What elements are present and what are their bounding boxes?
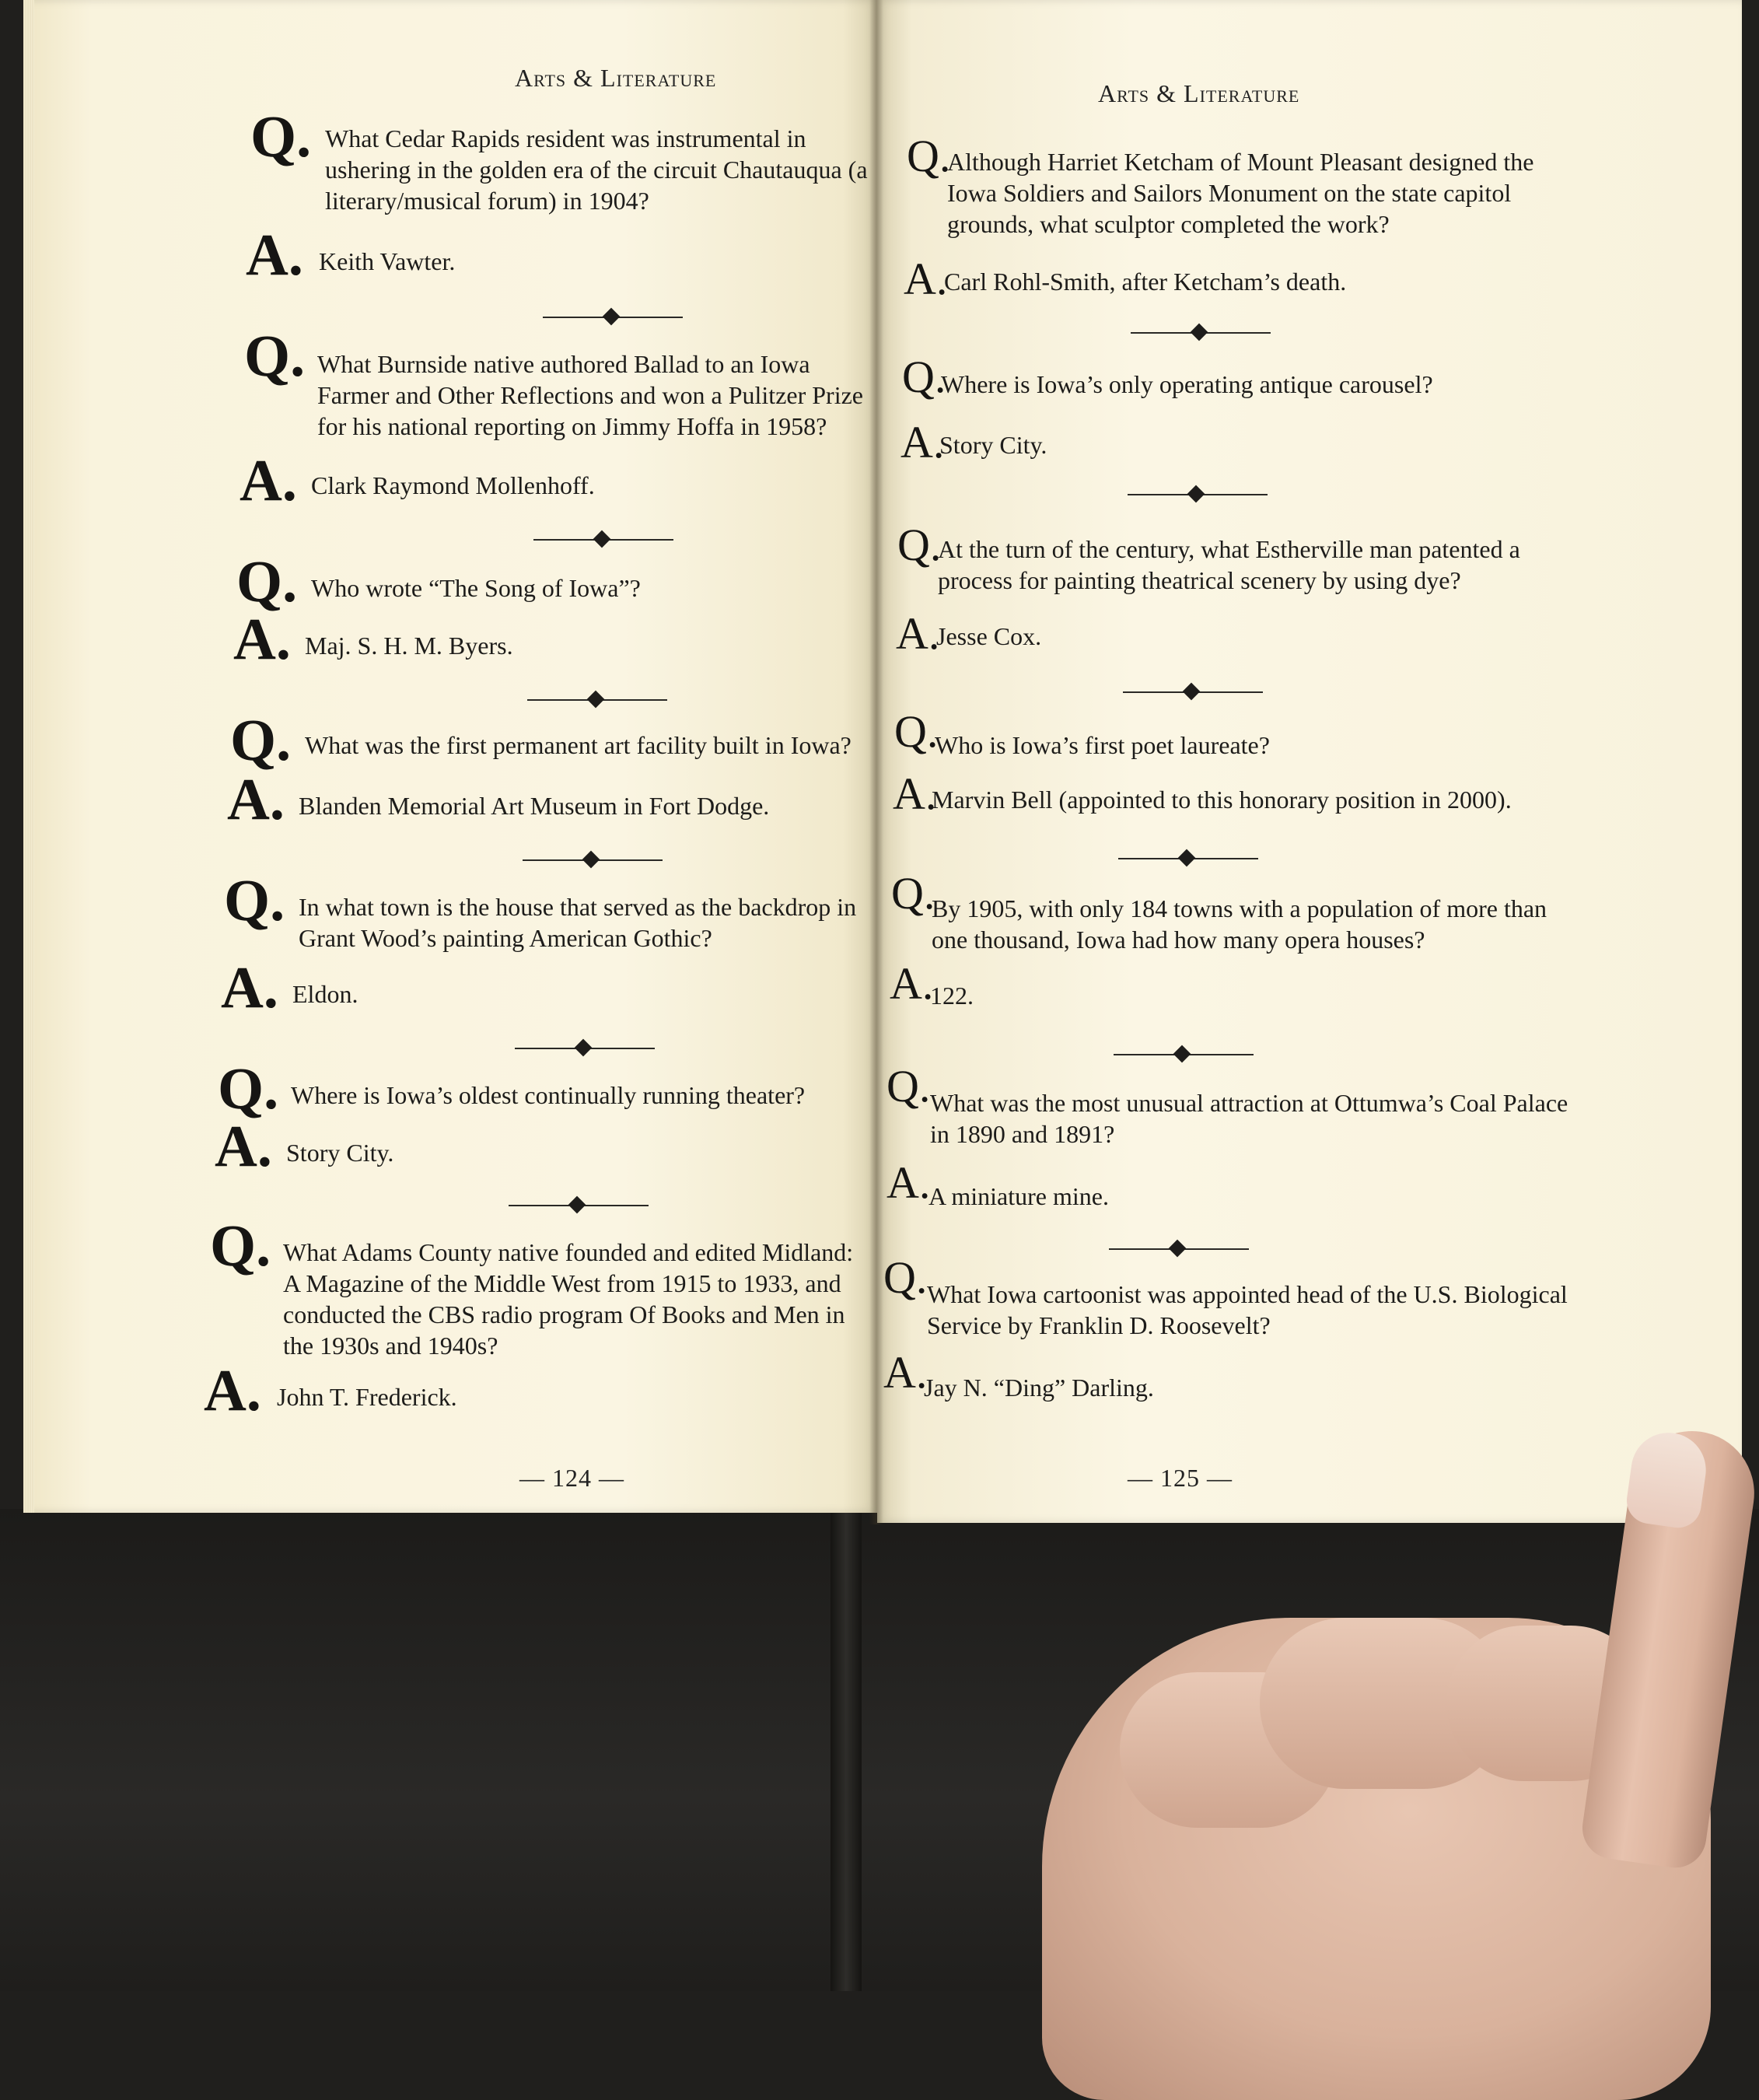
section-divider xyxy=(1131,325,1271,341)
answer-marker: A. xyxy=(204,1358,261,1423)
question-text: At the turn of the century, what Estherville man patented a process for painting theatrical scenery by using dye? xyxy=(938,535,1520,594)
question-marker: Q. xyxy=(230,708,292,773)
question-marker: Q. xyxy=(244,324,306,389)
running-head-right: Arts & Literature xyxy=(1098,79,1300,107)
answer-text: Clark Raymond Mollenhoff. xyxy=(311,471,595,499)
question-text: Where is Iowa’s only operating antique carousel? xyxy=(941,370,1433,398)
question-text: Where is Iowa’s oldest continually running theater? xyxy=(291,1081,806,1109)
page-number-left: — 124 — xyxy=(519,1464,624,1492)
section-divider xyxy=(1114,1047,1254,1062)
question-text: What Burnside native authored Ballad to an Iowa Farmer and Other Reflections and won a Pulitzer Prize for his national reporting on Jimmy Hoffa in 1958? xyxy=(317,350,863,440)
answer-text: Keith Vawter. xyxy=(319,247,456,275)
section-divider xyxy=(515,1041,655,1056)
question-marker: Q. xyxy=(891,868,935,919)
question-text: Who is Iowa’s first poet laureate? xyxy=(935,731,1270,759)
answer-marker: A. xyxy=(246,222,303,288)
answer-marker: A. xyxy=(886,1157,931,1208)
question-marker: Q. xyxy=(224,868,285,933)
answer-text: 122. xyxy=(930,982,974,1010)
answer-marker: A. xyxy=(215,1114,272,1179)
section-divider xyxy=(1118,851,1258,866)
question-text: In what town is the house that served as the backdrop in Grant Wood’s painting American Gothic? xyxy=(299,893,857,952)
question-marker: Q. xyxy=(894,706,939,757)
question-text: By 1905, with only 184 towns with a population of more than one thousand, Iowa had how many opera houses? xyxy=(932,894,1547,954)
question-marker: Q. xyxy=(236,549,298,614)
question-text: What was the most unusual attraction at Ottumwa’s Coal Palace in 1890 and 1891? xyxy=(930,1089,1568,1148)
answer-text: Story City. xyxy=(286,1139,394,1167)
question-marker: Q. xyxy=(907,131,951,181)
question-marker: Q. xyxy=(218,1056,279,1122)
question-marker: Q. xyxy=(897,520,942,570)
answer-marker: A. xyxy=(896,608,940,659)
section-divider xyxy=(533,532,673,548)
question-text: Who wrote “The Song of Iowa”? xyxy=(311,574,641,602)
answer-text: Jesse Cox. xyxy=(936,622,1042,650)
book-spine xyxy=(831,1462,862,1991)
answer-text: John T. Frederick. xyxy=(277,1383,457,1411)
section-divider xyxy=(1123,684,1263,700)
question-marker: Q. xyxy=(886,1061,931,1111)
answer-marker: A. xyxy=(233,607,291,672)
answer-text: Marvin Bell (appointed to this honorary position in 2000). xyxy=(932,786,1512,814)
question-marker: Q. xyxy=(902,352,946,402)
question-text: What Cedar Rapids resident was instrumental in ushering in the golden era of the circuit Chautauqua (a literary/musical forum) in 1904? xyxy=(325,124,868,215)
question-marker: Q. xyxy=(250,104,312,170)
question-text: What was the first permanent art facility built in Iowa? xyxy=(305,731,852,759)
answer-marker: A. xyxy=(227,767,285,832)
section-divider xyxy=(509,1198,649,1213)
answer-text: Carl Rohl-Smith, after Ketcham’s death. xyxy=(944,268,1347,296)
answer-text: Story City. xyxy=(939,431,1047,459)
answer-marker: A. xyxy=(904,254,948,304)
running-head-left: Arts & Literature xyxy=(515,64,717,92)
question-text: What Iowa cartoonist was appointed head of the U.S. Biological Service by Franklin D. Roosevelt? xyxy=(927,1280,1568,1339)
question-marker: Q. xyxy=(210,1213,271,1279)
answer-text: Blanden Memorial Art Museum in Fort Dodge. xyxy=(299,792,770,820)
answer-marker: A. xyxy=(240,448,297,513)
question-marker: Q. xyxy=(883,1252,928,1303)
answer-marker: A. xyxy=(900,417,945,467)
answer-text: A miniature mine. xyxy=(928,1182,1109,1210)
answer-marker: A. xyxy=(893,768,937,819)
answer-marker: A. xyxy=(221,955,278,1020)
section-divider xyxy=(1109,1241,1249,1257)
question-text: Although Harriet Ketcham of Mount Pleasant designed the Iowa Soldiers and Sailors Monument on the state capitol grounds, what sculptor completed the work? xyxy=(947,148,1534,238)
answer-text: Eldon. xyxy=(292,980,358,1008)
question-text: What Adams County native founded and edited Midland: A Magazine of the Middle West from 1915 to 1933, and conducted the CBS radio program Of Books and Men in the 1930s and 1940s? xyxy=(283,1238,854,1360)
answer-marker: A. xyxy=(890,958,934,1009)
page-number-right: — 125 — xyxy=(1128,1464,1233,1492)
section-divider xyxy=(1128,487,1268,502)
section-divider xyxy=(523,852,663,868)
section-divider xyxy=(527,692,667,708)
left-page-edge xyxy=(23,0,34,1513)
book-gutter xyxy=(869,0,883,1524)
answer-marker: A. xyxy=(883,1347,928,1398)
section-divider xyxy=(543,310,683,325)
answer-text: Maj. S. H. M. Byers. xyxy=(305,632,513,660)
answer-text: Jay N. “Ding” Darling. xyxy=(924,1374,1154,1402)
